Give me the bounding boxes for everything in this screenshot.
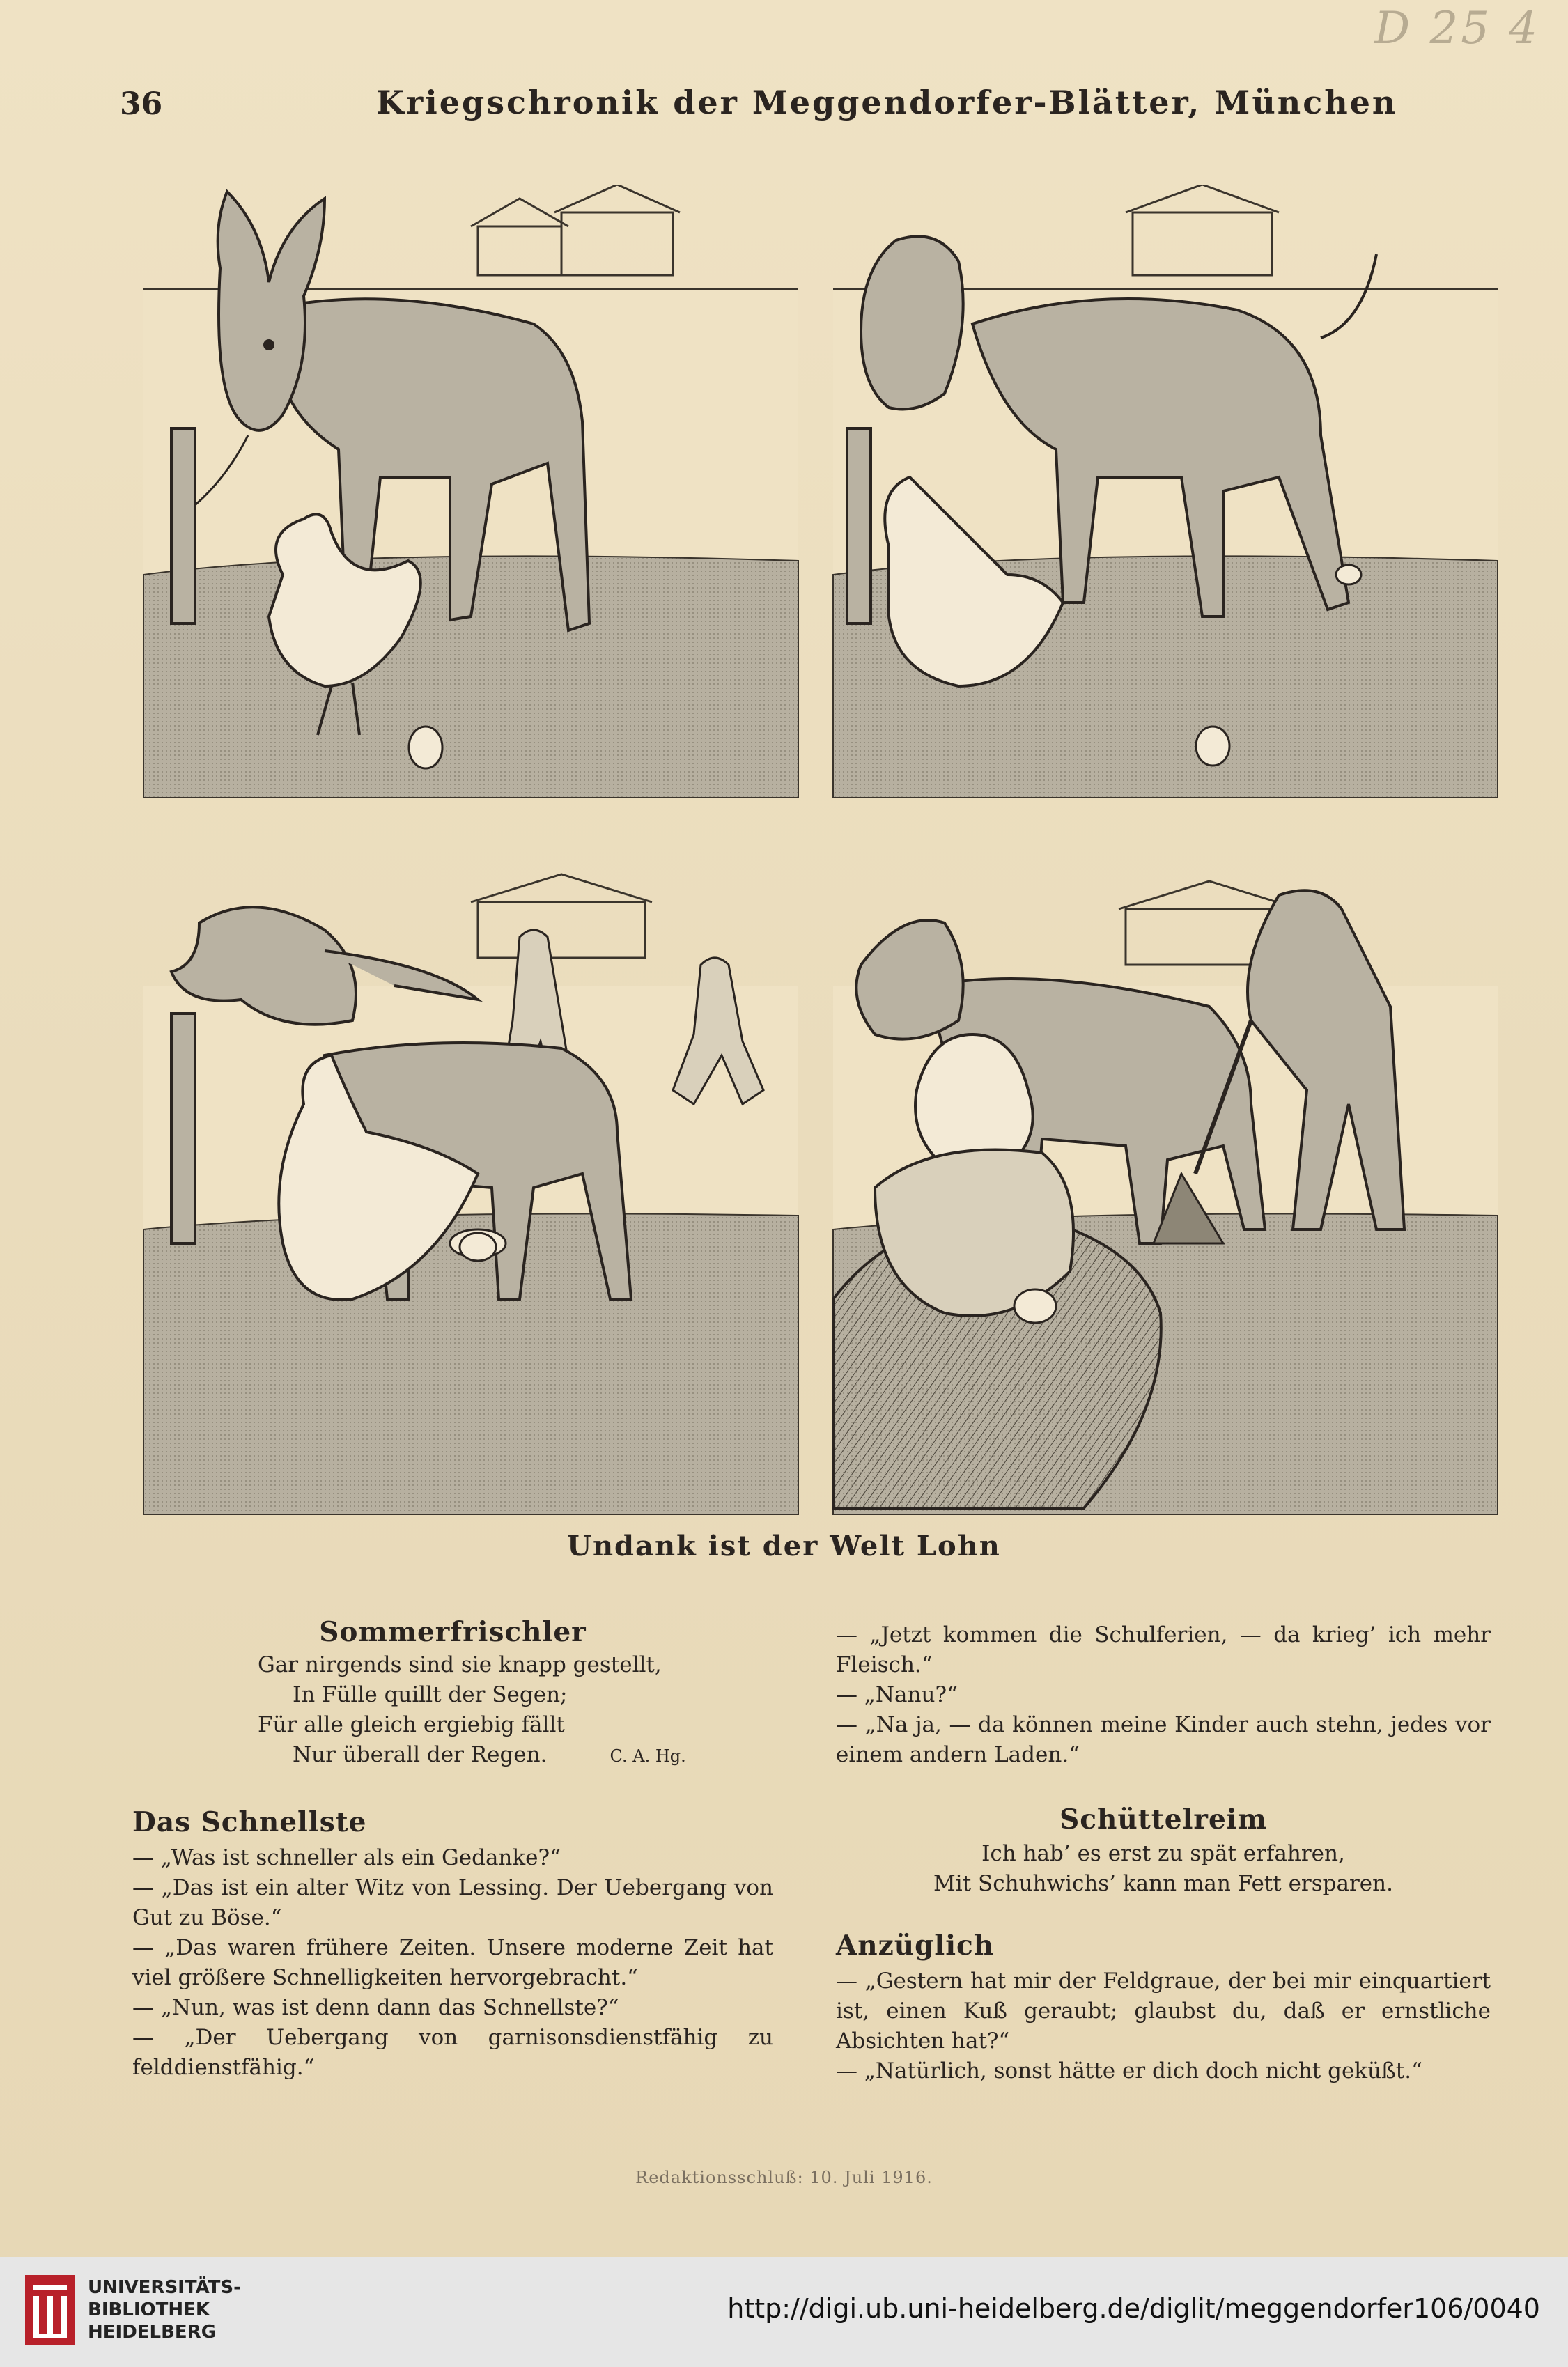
schuettelreim-lines [836,1839,1491,1899]
poem-author: C. A. Hg. [610,1746,686,1766]
dialogue-line: — „Das waren frühere Zeiten. Unsere moderne Zeit hat viel größere Schnelligkeiten hervorgebracht.“ [132,1935,773,1990]
catalog-mark: D 25 4 [1374,3,1540,54]
poem-line: Für alle gleich ergiebig fällt [258,1712,565,1737]
page-number: 36 [120,86,163,122]
illustration-caption: Undank ist der Welt Lohn [567,1530,1001,1562]
page-header-title: Kriegschronik der Meggendorfer-Blätter, München [376,84,1398,121]
dialogue-line: — „Natürlich, sonst hätte er dich doch nicht geküßt.“ [836,2058,1422,2083]
anzueglich-title: Anzüglich [836,1930,995,1962]
schnellste-text [132,1843,773,2083]
dialogue-line: — „Gestern hat mir der Feldgraue, der bei mir einquartiert ist, einen Kuß geraubt; glaubst du, daß er ernstliche Absichten hat?“ [836,1969,1491,2054]
left-column [132,1617,773,2083]
panel-3 [143,874,798,1515]
library-name [88,2276,241,2343]
poem-lines [258,1650,773,1771]
poem-title: Sommerfrischler [319,1616,587,1648]
library-name-line: HEIDELBERG [88,2322,217,2343]
dialogue-line: — „Der Uebergang von garnisonsdienstfähig zu felddienstfähig.“ [132,2025,773,2080]
rhyme-line: Ich hab’ es erst zu spät erfahren, [981,1841,1345,1866]
poem-line: Gar nirgends sind sie knapp gestellt, [258,1652,662,1677]
dialogue-line: — „Nun, was ist denn dann das Schnellste?“ [132,1995,619,2020]
editorial-deadline: Redaktionsschluß: 10. Juli 1916. [635,2168,933,2187]
panel-4 [833,881,1498,1515]
rhyme-line: Mit Schuhwichs’ kann man Fett ersparen. [933,1871,1393,1896]
source-url-link[interactable]: http://digi.ub.uni-heidelberg.de/diglit/meggendorfer106/0040 [727,2293,1540,2324]
dialogue-line: — „Na ja, — da können meine Kinder auch stehn, jedes vor einem andern Laden.“ [836,1712,1491,1767]
dialogue-line: — „Nanu?“ [836,1682,958,1707]
cartoon-illustration [143,185,1498,1515]
panel-2 [833,185,1498,798]
poem-line: Nur überall der Regen. [293,1742,548,1767]
library-name-line: UNIVERSITÄTS- [88,2277,241,2298]
library-footer-bar [0,2257,1568,2367]
dialogue-line: — „Jetzt kommen die Schulferien, — da krieg’ ich mehr Fleisch.“ [836,1622,1491,1677]
schnellste-title: Das Schnellste [132,1806,367,1838]
right-column [836,1620,1491,2086]
poem-line: In Fülle quillt der Segen; [293,1682,568,1707]
dialogue-line: — „Das ist ein alter Witz von Lessing. Der Uebergang von Gut zu Böse.“ [132,1875,773,1930]
schuettelreim-title: Schüttelreim [1059,1803,1267,1836]
schulferien-text [836,1620,1491,1770]
library-name-line: BIBLIOTHEK [88,2299,210,2320]
panel-1 [143,185,798,798]
library-logo-icon [22,2272,78,2349]
anzueglich-text [836,1966,1491,2086]
dialogue-line: — „Was ist schneller als ein Gedanke?“ [132,1845,561,1870]
